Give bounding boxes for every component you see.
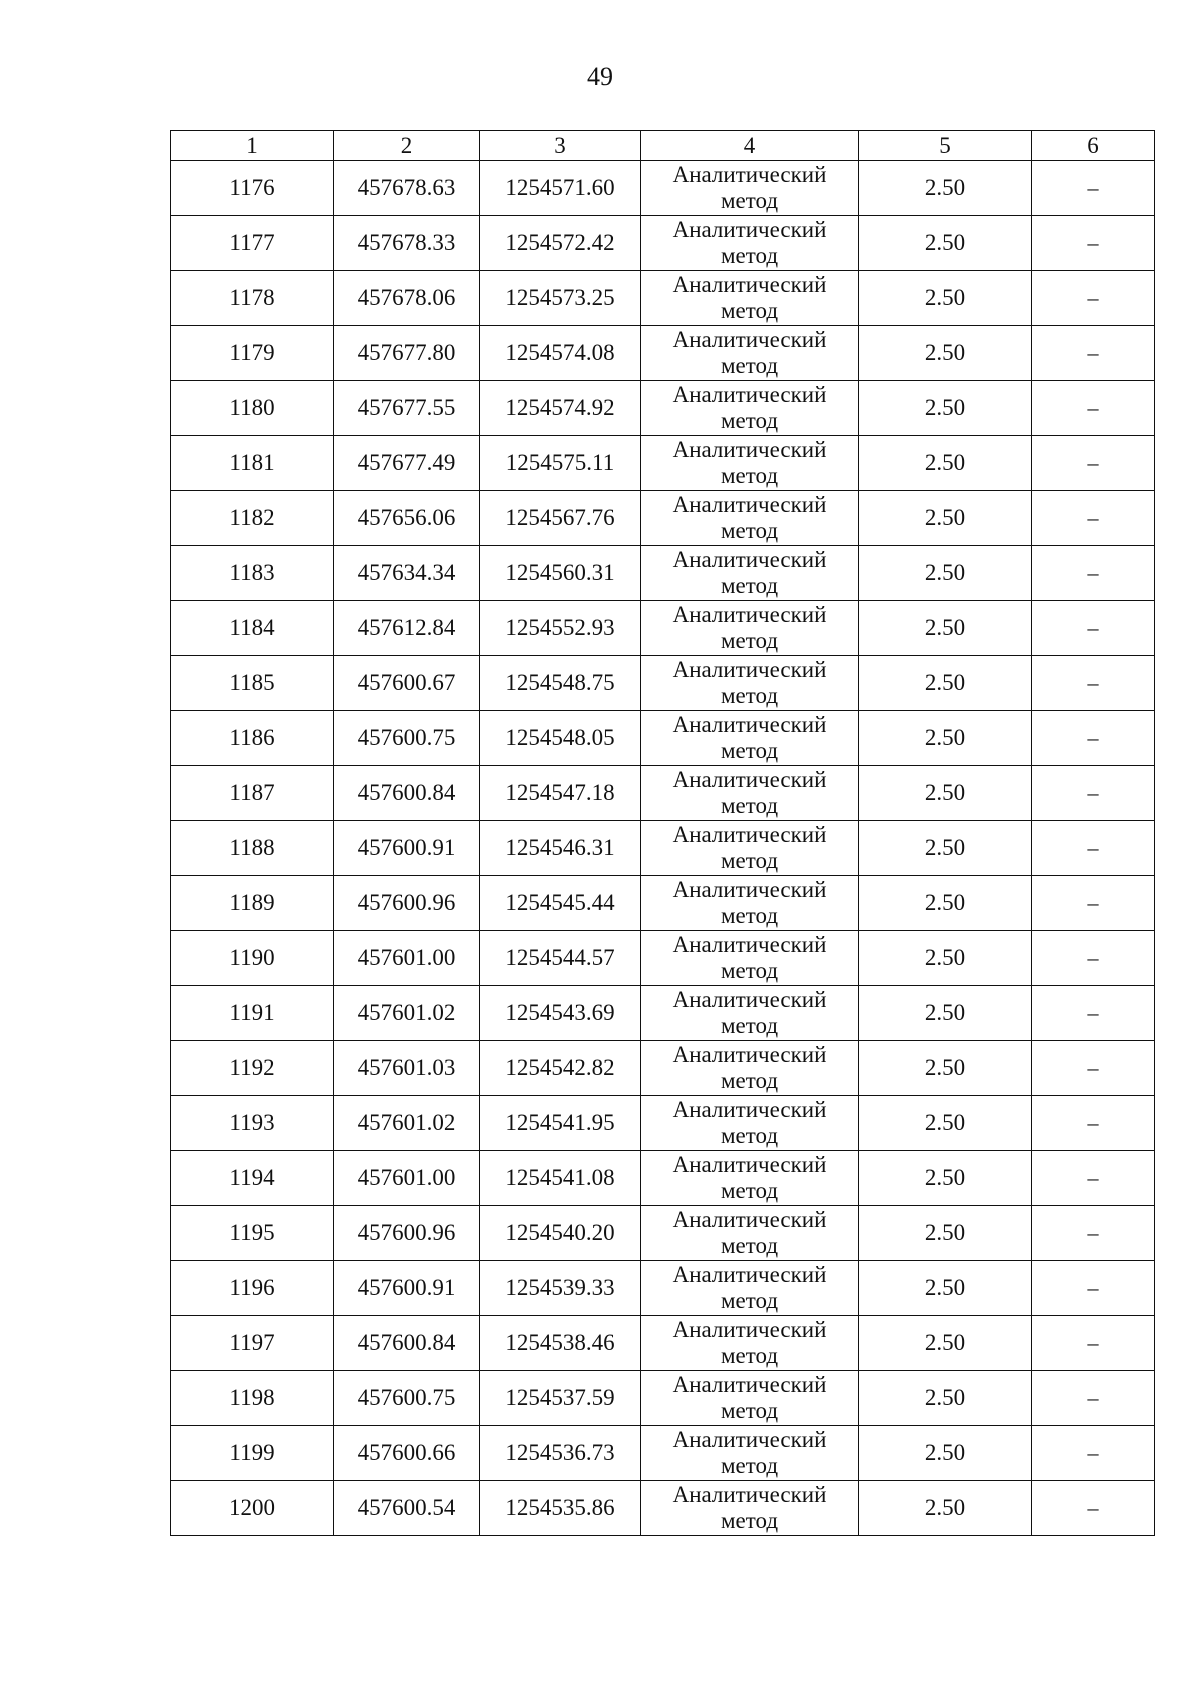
- value-cell: 2.50: [859, 766, 1032, 821]
- method-cell: [641, 766, 859, 821]
- value-cell: 2.50: [859, 1316, 1032, 1371]
- method-cell: [641, 271, 859, 326]
- y-coordinate-cell: 1254547.18: [480, 766, 641, 821]
- table-row: [171, 326, 1155, 381]
- value-cell: 2.50: [859, 161, 1032, 216]
- method-line-2: метод: [720, 243, 779, 268]
- method-cell: [641, 1481, 859, 1536]
- point-number-cell: 1187: [171, 766, 334, 821]
- value-cell: 2.50: [859, 1371, 1032, 1426]
- note-cell: –: [1032, 1371, 1155, 1426]
- method-line-1: Аналитический: [672, 1207, 827, 1232]
- note-cell: –: [1032, 436, 1155, 491]
- column-header-4: 4: [641, 131, 859, 161]
- value-cell: 2.50: [859, 821, 1032, 876]
- x-coordinate-cell: 457600.67: [334, 656, 480, 711]
- method-line-1: Аналитический: [672, 382, 827, 407]
- value-cell: 2.50: [859, 436, 1032, 491]
- note-cell: –: [1032, 931, 1155, 986]
- method-line-1: Аналитический: [672, 712, 827, 737]
- value-cell: 2.50: [859, 1206, 1032, 1261]
- y-coordinate-cell: 1254571.60: [480, 161, 641, 216]
- y-coordinate-cell: 1254539.33: [480, 1261, 641, 1316]
- x-coordinate-cell: 457600.84: [334, 766, 480, 821]
- method-line-2: метод: [720, 903, 779, 928]
- method-cell: [641, 1151, 859, 1206]
- x-coordinate-cell: 457656.06: [334, 491, 480, 546]
- method-line-2: метод: [720, 298, 779, 323]
- x-coordinate-cell: 457600.75: [334, 1371, 480, 1426]
- y-coordinate-cell: 1254544.57: [480, 931, 641, 986]
- method-line-2: метод: [720, 1398, 779, 1423]
- table-row: [171, 601, 1155, 656]
- x-coordinate-cell: 457677.80: [334, 326, 480, 381]
- y-coordinate-cell: 1254543.69: [480, 986, 641, 1041]
- method-cell: [641, 601, 859, 656]
- method-cell: [641, 711, 859, 766]
- note-cell: –: [1032, 1426, 1155, 1481]
- y-coordinate-cell: 1254541.08: [480, 1151, 641, 1206]
- point-number-cell: 1194: [171, 1151, 334, 1206]
- method-line-1: Аналитический: [672, 1042, 827, 1067]
- method-line-1: Аналитический: [672, 547, 827, 572]
- note-cell: –: [1032, 1316, 1155, 1371]
- x-coordinate-cell: 457677.49: [334, 436, 480, 491]
- x-coordinate-cell: 457600.75: [334, 711, 480, 766]
- method-cell: [641, 546, 859, 601]
- method-line-2: метод: [720, 793, 779, 818]
- value-cell: 2.50: [859, 1096, 1032, 1151]
- table-row: [171, 1206, 1155, 1261]
- method-line-2: метод: [720, 958, 779, 983]
- y-coordinate-cell: 1254541.95: [480, 1096, 641, 1151]
- y-coordinate-cell: 1254546.31: [480, 821, 641, 876]
- table-row: [171, 546, 1155, 601]
- point-number-cell: 1179: [171, 326, 334, 381]
- y-coordinate-cell: 1254552.93: [480, 601, 641, 656]
- value-cell: 2.50: [859, 271, 1032, 326]
- note-cell: –: [1032, 711, 1155, 766]
- method-line-1: Аналитический: [672, 1372, 827, 1397]
- table-row: [171, 1261, 1155, 1316]
- point-number-cell: 1184: [171, 601, 334, 656]
- point-number-cell: 1191: [171, 986, 334, 1041]
- note-cell: –: [1032, 821, 1155, 876]
- value-cell: 2.50: [859, 601, 1032, 656]
- coordinates-table: [170, 130, 1155, 1536]
- point-number-cell: 1192: [171, 1041, 334, 1096]
- column-header-1: 1: [171, 131, 334, 161]
- column-header-3: 3: [480, 131, 641, 161]
- point-number-cell: 1190: [171, 931, 334, 986]
- x-coordinate-cell: 457600.54: [334, 1481, 480, 1536]
- method-line-1: Аналитический: [672, 1427, 827, 1452]
- note-cell: –: [1032, 986, 1155, 1041]
- method-line-1: Аналитический: [672, 327, 827, 352]
- value-cell: 2.50: [859, 491, 1032, 546]
- x-coordinate-cell: 457677.55: [334, 381, 480, 436]
- table-body: [171, 161, 1155, 1536]
- x-coordinate-cell: 457678.33: [334, 216, 480, 271]
- x-coordinate-cell: 457601.02: [334, 986, 480, 1041]
- value-cell: 2.50: [859, 876, 1032, 931]
- method-line-2: метод: [720, 628, 779, 653]
- method-line-2: метод: [720, 1343, 779, 1368]
- method-line-1: Аналитический: [672, 437, 827, 462]
- note-cell: –: [1032, 1261, 1155, 1316]
- table-row: [171, 436, 1155, 491]
- table-header-row: [171, 131, 1155, 161]
- table-row: [171, 766, 1155, 821]
- x-coordinate-cell: 457601.00: [334, 1151, 480, 1206]
- method-cell: [641, 216, 859, 271]
- y-coordinate-cell: 1254545.44: [480, 876, 641, 931]
- point-number-cell: 1196: [171, 1261, 334, 1316]
- table-row: [171, 821, 1155, 876]
- y-coordinate-cell: 1254572.42: [480, 216, 641, 271]
- point-number-cell: 1178: [171, 271, 334, 326]
- y-coordinate-cell: 1254536.73: [480, 1426, 641, 1481]
- y-coordinate-cell: 1254540.20: [480, 1206, 641, 1261]
- method-cell: [641, 381, 859, 436]
- point-number-cell: 1181: [171, 436, 334, 491]
- method-line-2: метод: [720, 848, 779, 873]
- y-coordinate-cell: 1254538.46: [480, 1316, 641, 1371]
- point-number-cell: 1185: [171, 656, 334, 711]
- method-cell: [641, 1096, 859, 1151]
- table-row: [171, 161, 1155, 216]
- column-header-2: 2: [334, 131, 480, 161]
- table-row: [171, 876, 1155, 931]
- value-cell: 2.50: [859, 711, 1032, 766]
- point-number-cell: 1195: [171, 1206, 334, 1261]
- method-line-2: метод: [720, 573, 779, 598]
- value-cell: 2.50: [859, 546, 1032, 601]
- x-coordinate-cell: 457600.91: [334, 821, 480, 876]
- method-line-2: метод: [720, 738, 779, 763]
- x-coordinate-cell: 457601.03: [334, 1041, 480, 1096]
- table-row: [171, 491, 1155, 546]
- method-line-2: метод: [720, 1288, 779, 1313]
- value-cell: 2.50: [859, 326, 1032, 381]
- method-line-1: Аналитический: [672, 877, 827, 902]
- note-cell: –: [1032, 161, 1155, 216]
- method-line-1: Аналитический: [672, 767, 827, 792]
- point-number-cell: 1188: [171, 821, 334, 876]
- table-row: [171, 216, 1155, 271]
- value-cell: 2.50: [859, 656, 1032, 711]
- table-row: [171, 381, 1155, 436]
- point-number-cell: 1176: [171, 161, 334, 216]
- table-row: [171, 1316, 1155, 1371]
- method-cell: [641, 656, 859, 711]
- method-line-2: метод: [720, 1068, 779, 1093]
- y-coordinate-cell: 1254575.11: [480, 436, 641, 491]
- method-line-2: метод: [720, 463, 779, 488]
- point-number-cell: 1177: [171, 216, 334, 271]
- table-row: [171, 1151, 1155, 1206]
- note-cell: –: [1032, 601, 1155, 656]
- method-line-1: Аналитический: [672, 657, 827, 682]
- method-line-2: метод: [720, 1178, 779, 1203]
- method-line-1: Аналитический: [672, 932, 827, 957]
- method-line-1: Аналитический: [672, 1482, 827, 1507]
- x-coordinate-cell: 457678.63: [334, 161, 480, 216]
- table-row: [171, 1426, 1155, 1481]
- y-coordinate-cell: 1254542.82: [480, 1041, 641, 1096]
- point-number-cell: 1182: [171, 491, 334, 546]
- method-cell: [641, 326, 859, 381]
- point-number-cell: 1200: [171, 1481, 334, 1536]
- method-cell: [641, 436, 859, 491]
- table-row: [171, 711, 1155, 766]
- note-cell: –: [1032, 656, 1155, 711]
- x-coordinate-cell: 457600.66: [334, 1426, 480, 1481]
- method-line-1: Аналитический: [672, 1152, 827, 1177]
- value-cell: 2.50: [859, 381, 1032, 436]
- y-coordinate-cell: 1254574.92: [480, 381, 641, 436]
- value-cell: 2.50: [859, 1151, 1032, 1206]
- point-number-cell: 1197: [171, 1316, 334, 1371]
- y-coordinate-cell: 1254573.25: [480, 271, 641, 326]
- table-row: [171, 656, 1155, 711]
- method-line-1: Аналитический: [672, 1262, 827, 1287]
- method-cell: [641, 876, 859, 931]
- note-cell: –: [1032, 1206, 1155, 1261]
- point-number-cell: 1189: [171, 876, 334, 931]
- method-line-1: Аналитический: [672, 272, 827, 297]
- method-line-2: метод: [720, 353, 779, 378]
- point-number-cell: 1193: [171, 1096, 334, 1151]
- x-coordinate-cell: 457600.84: [334, 1316, 480, 1371]
- method-line-1: Аналитический: [672, 492, 827, 517]
- table-row: [171, 1481, 1155, 1536]
- method-cell: [641, 821, 859, 876]
- y-coordinate-cell: 1254567.76: [480, 491, 641, 546]
- method-line-2: метод: [720, 1123, 779, 1148]
- method-line-1: Аналитический: [672, 987, 827, 1012]
- y-coordinate-cell: 1254535.86: [480, 1481, 641, 1536]
- method-line-1: Аналитический: [672, 1097, 827, 1122]
- table-row: [171, 986, 1155, 1041]
- method-line-2: метод: [720, 1453, 779, 1478]
- y-coordinate-cell: 1254548.05: [480, 711, 641, 766]
- table-row: [171, 1041, 1155, 1096]
- note-cell: –: [1032, 1096, 1155, 1151]
- method-cell: [641, 986, 859, 1041]
- method-cell: [641, 1426, 859, 1481]
- table-row: [171, 1371, 1155, 1426]
- note-cell: –: [1032, 326, 1155, 381]
- value-cell: 2.50: [859, 216, 1032, 271]
- x-coordinate-cell: 457612.84: [334, 601, 480, 656]
- method-line-1: Аналитический: [672, 217, 827, 242]
- method-line-1: Аналитический: [672, 822, 827, 847]
- x-coordinate-cell: 457600.91: [334, 1261, 480, 1316]
- y-coordinate-cell: 1254548.75: [480, 656, 641, 711]
- point-number-cell: 1186: [171, 711, 334, 766]
- value-cell: 2.50: [859, 1481, 1032, 1536]
- note-cell: –: [1032, 1151, 1155, 1206]
- value-cell: 2.50: [859, 931, 1032, 986]
- method-line-1: Аналитический: [672, 162, 827, 187]
- note-cell: –: [1032, 491, 1155, 546]
- method-cell: [641, 161, 859, 216]
- method-cell: [641, 1041, 859, 1096]
- method-line-1: Аналитический: [672, 602, 827, 627]
- method-line-2: метод: [720, 518, 779, 543]
- method-cell: [641, 1206, 859, 1261]
- note-cell: –: [1032, 766, 1155, 821]
- note-cell: –: [1032, 1481, 1155, 1536]
- method-line-2: метод: [720, 188, 779, 213]
- note-cell: –: [1032, 1041, 1155, 1096]
- column-header-5: 5: [859, 131, 1032, 161]
- value-cell: 2.50: [859, 1041, 1032, 1096]
- method-cell: [641, 1316, 859, 1371]
- x-coordinate-cell: 457678.06: [334, 271, 480, 326]
- point-number-cell: 1180: [171, 381, 334, 436]
- method-line-2: метод: [720, 1013, 779, 1038]
- table-row: [171, 271, 1155, 326]
- y-coordinate-cell: 1254537.59: [480, 1371, 641, 1426]
- x-coordinate-cell: 457601.00: [334, 931, 480, 986]
- page-number: 49: [587, 62, 613, 91]
- value-cell: 2.50: [859, 1261, 1032, 1316]
- note-cell: –: [1032, 381, 1155, 436]
- x-coordinate-cell: 457634.34: [334, 546, 480, 601]
- method-cell: [641, 1261, 859, 1316]
- y-coordinate-cell: 1254574.08: [480, 326, 641, 381]
- method-cell: [641, 491, 859, 546]
- method-line-2: метод: [720, 1233, 779, 1258]
- column-header-6: 6: [1032, 131, 1155, 161]
- value-cell: 2.50: [859, 1426, 1032, 1481]
- method-line-2: метод: [720, 683, 779, 708]
- method-cell: [641, 1371, 859, 1426]
- point-number-cell: 1198: [171, 1371, 334, 1426]
- method-line-2: метод: [720, 408, 779, 433]
- note-cell: –: [1032, 546, 1155, 601]
- method-line-2: метод: [720, 1508, 779, 1533]
- note-cell: –: [1032, 876, 1155, 931]
- table-row: [171, 931, 1155, 986]
- point-number-cell: 1183: [171, 546, 334, 601]
- table-row: [171, 1096, 1155, 1151]
- x-coordinate-cell: 457600.96: [334, 1206, 480, 1261]
- y-coordinate-cell: 1254560.31: [480, 546, 641, 601]
- note-cell: –: [1032, 216, 1155, 271]
- note-cell: –: [1032, 271, 1155, 326]
- method-line-1: Аналитический: [672, 1317, 827, 1342]
- method-cell: [641, 931, 859, 986]
- value-cell: 2.50: [859, 986, 1032, 1041]
- x-coordinate-cell: 457601.02: [334, 1096, 480, 1151]
- x-coordinate-cell: 457600.96: [334, 876, 480, 931]
- point-number-cell: 1199: [171, 1426, 334, 1481]
